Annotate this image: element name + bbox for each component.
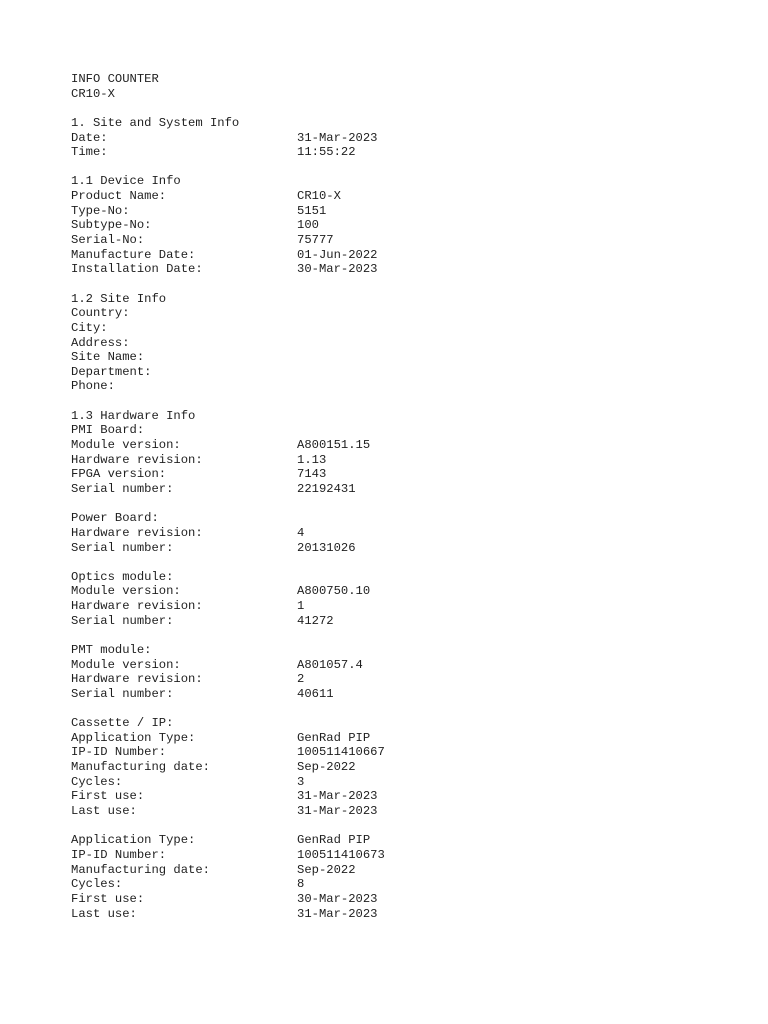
row-label: IP-ID Number:: [71, 847, 167, 862]
row-label: Serial number:: [71, 613, 174, 628]
row-label: Last use:: [71, 906, 137, 921]
row-country: [71, 306, 711, 321]
row-optics-serial-number: [71, 614, 711, 629]
row-label: Phone:: [71, 379, 115, 394]
row-value: 1.13: [297, 452, 327, 467]
info-counter-report: [71, 72, 711, 921]
spacer: [71, 277, 711, 292]
row-city: [71, 321, 711, 336]
row-value: 100511410673: [297, 847, 385, 862]
row-label: City:: [71, 320, 108, 335]
row-value: A800750.10: [297, 584, 371, 599]
row-label: IP-ID Number:: [71, 745, 167, 760]
row-label: Installation Date:: [71, 262, 203, 277]
row-time: [71, 145, 711, 160]
row-label: Hardware revision:: [71, 525, 203, 540]
row-department: [71, 365, 711, 380]
row-label: Department:: [71, 364, 152, 379]
row-value: CR10-X: [297, 189, 341, 204]
row-value: 22192431: [297, 481, 356, 496]
row-installation-date: [71, 262, 711, 277]
row-address: [71, 336, 711, 351]
subsection-title-pmi-board: PMI Board:: [71, 423, 145, 438]
spacer: [71, 702, 711, 717]
row-cassette1-first-use: [71, 789, 711, 804]
row-cassette2-cycles: [71, 877, 711, 892]
row-value: 40611: [297, 686, 334, 701]
row-label: Cycles:: [71, 774, 123, 789]
section-heading-site-info: 1.2 Site Info: [71, 291, 167, 306]
row-label: Manufacturing date:: [71, 862, 210, 877]
row-phone: [71, 379, 711, 394]
row-date: [71, 131, 711, 146]
subsection-title-power-board: Power Board:: [71, 511, 159, 526]
row-optics-hardware-revision: [71, 599, 711, 614]
row-label: Cycles:: [71, 877, 123, 892]
spacer: [71, 819, 711, 834]
spacer: [71, 628, 711, 643]
row-value: A800151.15: [297, 438, 371, 453]
report-device: CR10-X: [71, 86, 115, 101]
row-label: FPGA version:: [71, 467, 167, 482]
row-value: 11:55:22: [297, 145, 356, 160]
row-value: 8: [297, 877, 305, 892]
row-pmi-serial-number: [71, 482, 711, 497]
row-label: Address:: [71, 335, 130, 350]
row-label: Time:: [71, 145, 108, 160]
row-pmi-fpga-version: [71, 467, 711, 482]
row-label: Product Name:: [71, 189, 167, 204]
spacer: [71, 160, 711, 175]
row-cassette2-last-use: [71, 907, 711, 922]
report-title: INFO COUNTER: [71, 72, 159, 86]
row-label: Date:: [71, 130, 108, 145]
row-value: 75777: [297, 233, 334, 248]
section-heading-hardware-info: 1.3 Hardware Info: [71, 408, 196, 423]
row-value: 31-Mar-2023: [297, 130, 378, 145]
subsection-title-pmt-module: PMT module:: [71, 642, 152, 657]
row-cassette2-manufacturing-date: [71, 863, 711, 878]
row-cassette2-ip-id-number: [71, 848, 711, 863]
row-label: Hardware revision:: [71, 672, 203, 687]
row-value: 31-Mar-2023: [297, 906, 378, 921]
subsection-title-optics-module: Optics module:: [71, 569, 174, 584]
row-value: GenRad PIP: [297, 730, 371, 745]
row-value: 41272: [297, 613, 334, 628]
row-site-name: [71, 350, 711, 365]
row-value: 20131026: [297, 540, 356, 555]
row-value: 3: [297, 774, 305, 789]
row-manufacture-date: [71, 248, 711, 263]
row-power-hardware-revision: [71, 526, 711, 541]
row-value: 7143: [297, 467, 327, 482]
row-value: Sep-2022: [297, 862, 356, 877]
row-label: Subtype-No:: [71, 218, 152, 233]
row-value: 30-Mar-2023: [297, 262, 378, 277]
row-value: 100: [297, 218, 319, 233]
row-value: 30-Mar-2023: [297, 891, 378, 906]
row-pmi-hardware-revision: [71, 453, 711, 468]
row-cassette2-application-type: [71, 833, 711, 848]
row-label: Serial number:: [71, 481, 174, 496]
row-serial-no: [71, 233, 711, 248]
row-label: Module version:: [71, 438, 181, 453]
row-subtype-no: [71, 218, 711, 233]
row-label: Application Type:: [71, 730, 196, 745]
row-power-serial-number: [71, 541, 711, 556]
row-pmt-serial-number: [71, 687, 711, 702]
row-value: 31-Mar-2023: [297, 804, 378, 819]
row-cassette2-first-use: [71, 892, 711, 907]
spacer: [71, 497, 711, 512]
row-value: 2: [297, 672, 305, 687]
row-value: 100511410667: [297, 745, 385, 760]
row-value: 5151: [297, 203, 327, 218]
row-product-name: [71, 189, 711, 204]
row-cassette1-ip-id-number: [71, 745, 711, 760]
row-label: Manufacture Date:: [71, 247, 196, 262]
row-label: Serial number:: [71, 686, 174, 701]
row-pmi-module-version: [71, 438, 711, 453]
row-label: Last use:: [71, 804, 137, 819]
spacer: [71, 394, 711, 409]
row-label: Site Name:: [71, 350, 145, 365]
row-label: Module version:: [71, 584, 181, 599]
row-value: 4: [297, 525, 305, 540]
row-type-no: [71, 204, 711, 219]
row-label: Application Type:: [71, 833, 196, 848]
row-cassette1-application-type: [71, 731, 711, 746]
row-label: Manufacturing date:: [71, 760, 210, 775]
row-label: Module version:: [71, 657, 181, 672]
row-label: Hardware revision:: [71, 599, 203, 614]
section-heading-site-system: 1. Site and System Info: [71, 115, 240, 130]
row-value: Sep-2022: [297, 760, 356, 775]
row-cassette1-manufacturing-date: [71, 760, 711, 775]
row-label: Serial number:: [71, 540, 174, 555]
row-pmt-hardware-revision: [71, 672, 711, 687]
row-value: 31-Mar-2023: [297, 789, 378, 804]
spacer: [71, 101, 711, 116]
row-label: Country:: [71, 306, 130, 321]
subsection-title-cassette: Cassette / IP:: [71, 716, 174, 731]
row-label: Hardware revision:: [71, 452, 203, 467]
section-heading-device-info: 1.1 Device Info: [71, 174, 181, 189]
row-cassette1-last-use: [71, 804, 711, 819]
row-cassette1-cycles: [71, 775, 711, 790]
spacer: [71, 555, 711, 570]
row-value: GenRad PIP: [297, 833, 371, 848]
row-pmt-module-version: [71, 658, 711, 673]
row-label: Serial-No:: [71, 233, 145, 248]
row-value: 01-Jun-2022: [297, 247, 378, 262]
row-label: First use:: [71, 789, 145, 804]
row-label: First use:: [71, 891, 145, 906]
row-optics-module-version: [71, 584, 711, 599]
row-value: A801057.4: [297, 657, 363, 672]
row-value: 1: [297, 599, 305, 614]
row-label: Type-No:: [71, 203, 130, 218]
